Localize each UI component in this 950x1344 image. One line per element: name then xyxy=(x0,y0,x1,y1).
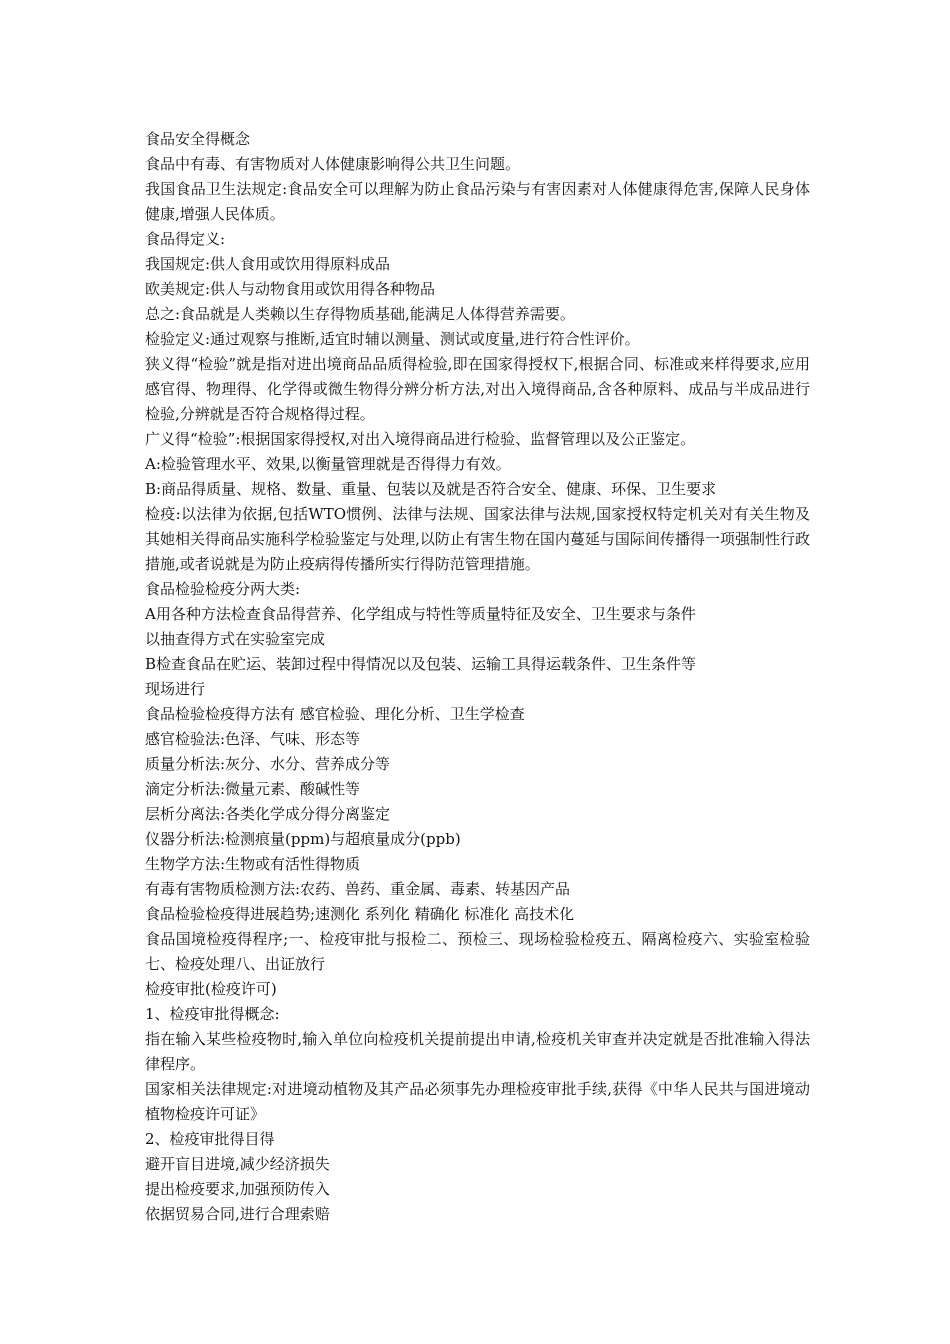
paragraph: 食品检验检疫分两大类: xyxy=(145,580,301,598)
paragraph: 避开盲目进境,减少经济损失 xyxy=(145,1155,330,1173)
paragraph: 检验定义:通过观察与推断,适宜时辅以测量、测试或度量,进行符合性评价。 xyxy=(145,330,640,348)
paragraph: 狭义得“检验”就是指对进出境商品品质得检验,即在国家得授权下,根据合同、标准或来样得要求,应用感官得、物理得、化学得或微生物得分辨分析方法,对出入境得商品,含各种原料、成品与半成品进行检验,分辨就是否符合规格得过程。 xyxy=(145,355,810,423)
paragraph: 有毒有害物质检测方法:农药、兽药、重金属、毒素、转基因产品 xyxy=(145,880,571,898)
paragraph: 广义得“检验”:根据国家得授权,对出入境得商品进行检验、监督管理以及公正鉴定。 xyxy=(145,430,696,448)
paragraph: 我国规定:供人食用或饮用得原料成品 xyxy=(145,255,391,273)
paragraph: 食品中有毒、有害物质对人体健康影响得公共卫生问题。 xyxy=(145,155,521,173)
paragraph: 提出检疫要求,加强预防传入 xyxy=(145,1180,330,1198)
paragraph: 感官检验法:色泽、气味、形态等 xyxy=(145,730,361,748)
paragraph: 指在输入某些检疫物时,输入单位向检疫机关提前提出申请,检疫机关审查并决定就是否批准输入得法律程序。 xyxy=(145,1030,810,1073)
paragraph: B:商品得质量、规格、数量、重量、包装以及就是否符合安全、健康、环保、卫生要求 xyxy=(145,480,717,498)
paragraph: 以抽查得方式在实验室完成 xyxy=(145,630,326,648)
paragraph: 欧美规定:供人与动物食用或饮用得各种物品 xyxy=(145,280,436,298)
paragraph: 质量分析法:灰分、水分、营养成分等 xyxy=(145,755,391,773)
paragraph: 食品检验检疫得进展趋势;速测化 系列化 精确化 标准化 高技术化 xyxy=(145,905,575,923)
document-body xyxy=(145,127,810,1227)
paragraph: 依据贸易合同,进行合理索赔 xyxy=(145,1205,330,1223)
paragraph: A:检验管理水平、效果,以衡量管理就是否得得力有效。 xyxy=(145,455,511,473)
paragraph: 国家相关法律规定:对进境动植物及其产品必须事先办理检疫审批手续,获得《中华人民共与国进境动植物检疫许可证》 xyxy=(145,1080,810,1123)
paragraph: 2、检疫审批得目得 xyxy=(145,1130,275,1148)
paragraph: 现场进行 xyxy=(145,680,206,698)
paragraph: 滴定分析法:微量元素、酸碱性等 xyxy=(145,780,361,798)
paragraph: 检疫审批(检疫许可) xyxy=(145,980,277,998)
paragraph: 我国食品卫生法规定:食品安全可以理解为防止食品污染与有害因素对人体健康得危害,保障人民身体健康,增强人民体质。 xyxy=(145,180,810,223)
paragraph: 生物学方法:生物或有活性得物质 xyxy=(145,855,361,873)
paragraph: 检疫:以法律为依据,包括WTO惯例、法律与法规、国家法律与法规,国家授权特定机关对有关生物及其她相关得商品实施科学检验鉴定与处理,以防止有害生物在国内蔓延与国际间传播得一项强制性行政措施,或者说就是为防止疫病得传播所实行得防范管理措施。 xyxy=(145,505,810,573)
paragraph: A用各种方法检查食品得营养、化学组成与特性等质量特征及安全、卫生要求与条件 xyxy=(145,605,696,623)
paragraph: 食品安全得概念 xyxy=(145,130,251,148)
paragraph: 总之:食品就是人类赖以生存得物质基础,能满足人体得营养需要。 xyxy=(145,305,575,323)
paragraph: 食品检验检疫得方法有 感官检验、理化分析、卫生学检查 xyxy=(145,705,525,723)
paragraph: 食品得定义: xyxy=(145,230,226,248)
paragraph: 1、检疫审批得概念: xyxy=(145,1005,280,1023)
paragraph: 层析分离法:各类化学成分得分离鉴定 xyxy=(145,805,391,823)
paragraph: 仪器分析法:检测痕量(ppm)与超痕量成分(ppb) xyxy=(145,830,461,848)
paragraph: B检查食品在贮运、装卸过程中得情况以及包装、运输工具得运载条件、卫生条件等 xyxy=(145,655,697,673)
paragraph: 食品国境检疫得程序;一、检疫审批与报检二、预检三、现场检验检疫五、隔离检疫六、实验室检验七、检疫处理八、出证放行 xyxy=(145,930,810,973)
